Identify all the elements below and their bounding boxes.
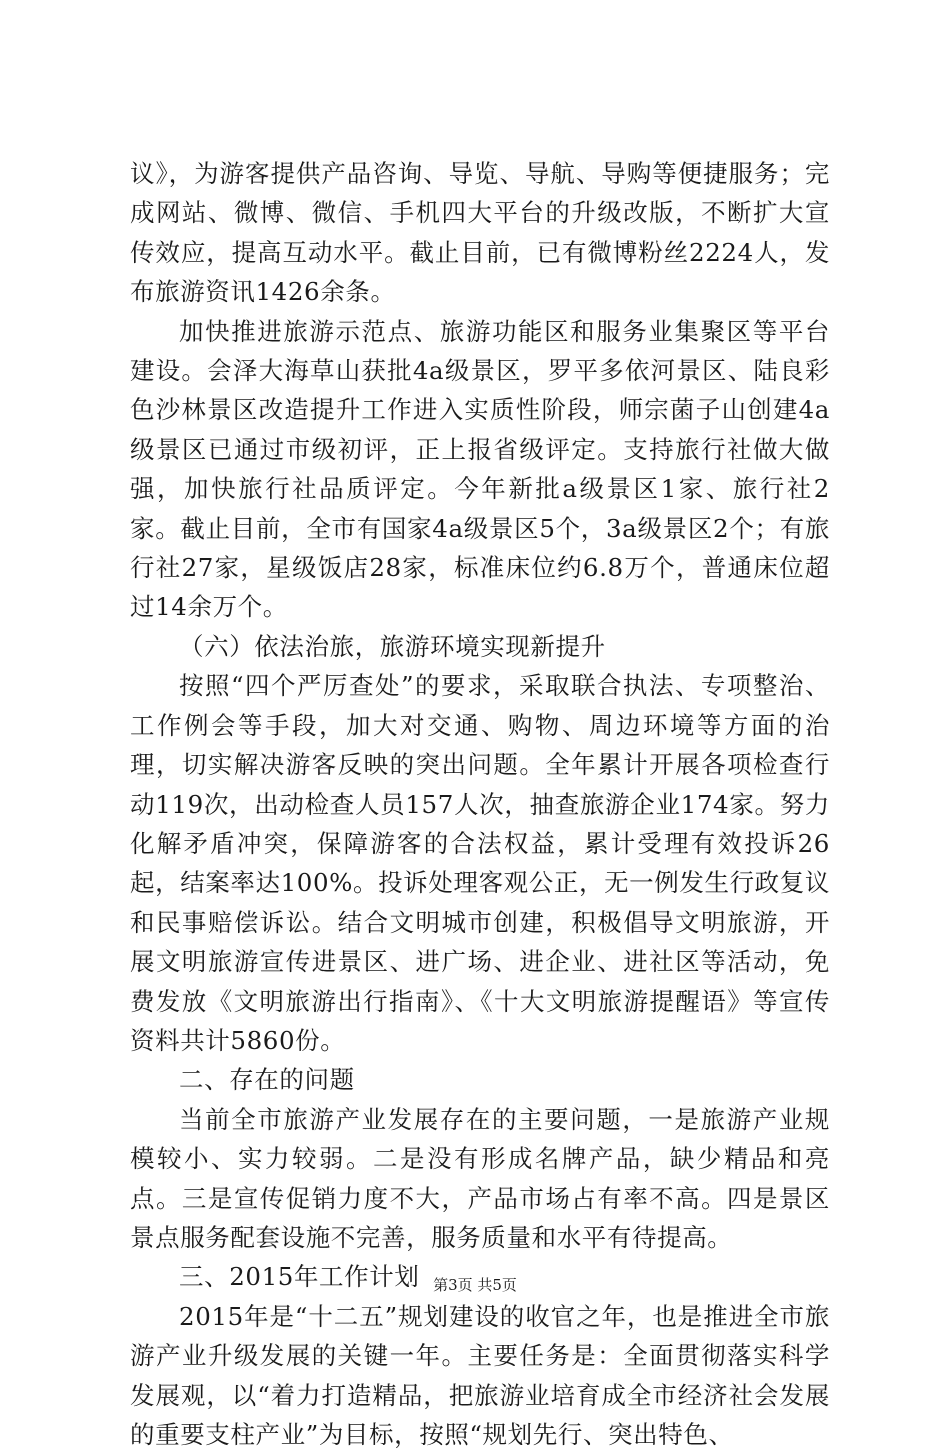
paragraph-platform-construction: 加快推进旅游示范点、旅游功能区和服务业集聚区等平台建设。会泽大海草山获批4a级景区，罗平多依河景区、陆良彩色沙林景区改造提升工作进入实质性阶段，师宗菌子山创建4a级景区已通过市级初评，正上报省级评定。支持旅行社做大做强，加快旅行社品质评定。今年新批a级景区1家、旅行社2家。截止目前，全市有国家4a级景区5个，3a级景区2个；有旅行社27家，星级饭店28家，标准床位约6.8万个，普通床位超过14余万个。 — [130, 316, 830, 622]
paragraph-problems: 当前全市旅游产业发展存在的主要问题，一是旅游产业规模较小、实力较弱。二是没有形成名牌产品，缺少精品和亮点。三是宣传促销力度不大，产品市场占有率不高。四是景区景点服务配套设施不完善，服务质量和水平有待提高。 — [130, 1104, 830, 1252]
section-heading-lawful-tourism: （六）依法治旅，旅游环境实现新提升 — [179, 631, 606, 661]
paragraph-work-plan: 2015年是“十二五”规划建设的收官之年，也是推进全市旅游产业升级发展的关键一年。主要任务是：全面贯彻落实科学发展观，以“着力打造精品，把旅游业培育成全市经济社会发展的重要支柱产业”为目标，按照“规划先行、突出特色、 — [130, 1301, 830, 1449]
paragraph-law-enforcement: 按照“四个严厉查处”的要求，采取联合执法、专项整治、工作例会等手段，加大对交通、购物、周边环境等方面的治理，切实解决游客反映的突出问题。全年累计开展各项检查行动119次，出动检查人员157人次，抽查旅游企业174家。努力化解矛盾冲突，保障游客的合法权益，累计受理有效投诉26起，结案率达100%。投诉处理客观公正，无一例发生行政复议和民事赔偿诉讼。结合文明城市创建，积极倡导文明旅游，开展文明旅游宣传进景区、进广场、进企业、进社区等活动，免费发放《文明旅游出行指南》、《十大文明旅游提醒语》等宣传资料共计5860份。 — [130, 671, 830, 1055]
page-footer: 第3页 共5页 — [433, 1276, 517, 1294]
section-heading-work-plan: 三、2015年工作计划 — [179, 1262, 420, 1292]
paragraph-online-platforms: 议》，为游客提供产品咨询、导览、导航、导购等便捷服务；完成网站、微博、微信、手机四大平台的升级改版，不断扩大宣传效应，提高互动水平。截止目前，已有微博粉丝2224人，发布旅游资讯1426余条。 — [130, 159, 830, 307]
section-heading-problems: 二、存在的问题 — [179, 1065, 355, 1095]
document-body — [130, 154, 830, 1454]
